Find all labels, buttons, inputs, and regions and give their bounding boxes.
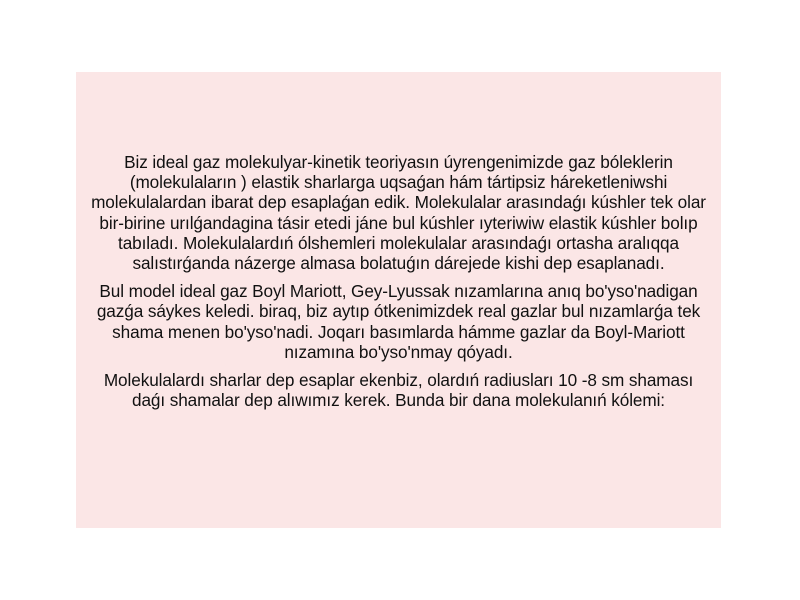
paragraph-gas-laws: Bul model ideal gaz Boyl Mariott, Gey-Lyussak nızamlarına anıq bo'yso'nadigan gazǵa sáykes keledi. biraq, biz aytıp ótkenimizdek real gazlar bul nızamlarǵa tek shama menen bo'yso'nadi. Joqarı basımlarda hámme gazlar da Boyl-Mariott nızamına bo'yso'nmay qóyadı. [96, 281, 701, 362]
paragraph-ideal-gas-model: Biz ideal gaz molekulyar-kinetik teoriyasın úyrengenimizde gaz bóleklerin (molekulaların ) elastik sharlarga uqsaǵan hám tártipsiz háreketleniwshi molekulalardan ibarat dep esaplaǵan edik. Molekulalar arasındaǵı kúshler tek olar bir-birine urılǵandagina tásir etedi jáne bul kúshler ıyteriwiw elastik kúshler bolıp tabıladı. Molekulalardıń ólshemleri molekulalar arasındaǵı ortasha aralıqqa salıstırǵanda názerge almasa bolatuǵın dárejede kishi dep esaplanadı. [91, 152, 706, 274]
paragraph-molecule-size: Molekulalardı sharlar dep esaplar ekenbiz, olardıń radiusları 10 -8 sm shaması daǵı shamalar dep alıwımız kerek. Bunda bir dana molekulanıń kólemi: [103, 370, 694, 411]
text-box [76, 72, 721, 528]
